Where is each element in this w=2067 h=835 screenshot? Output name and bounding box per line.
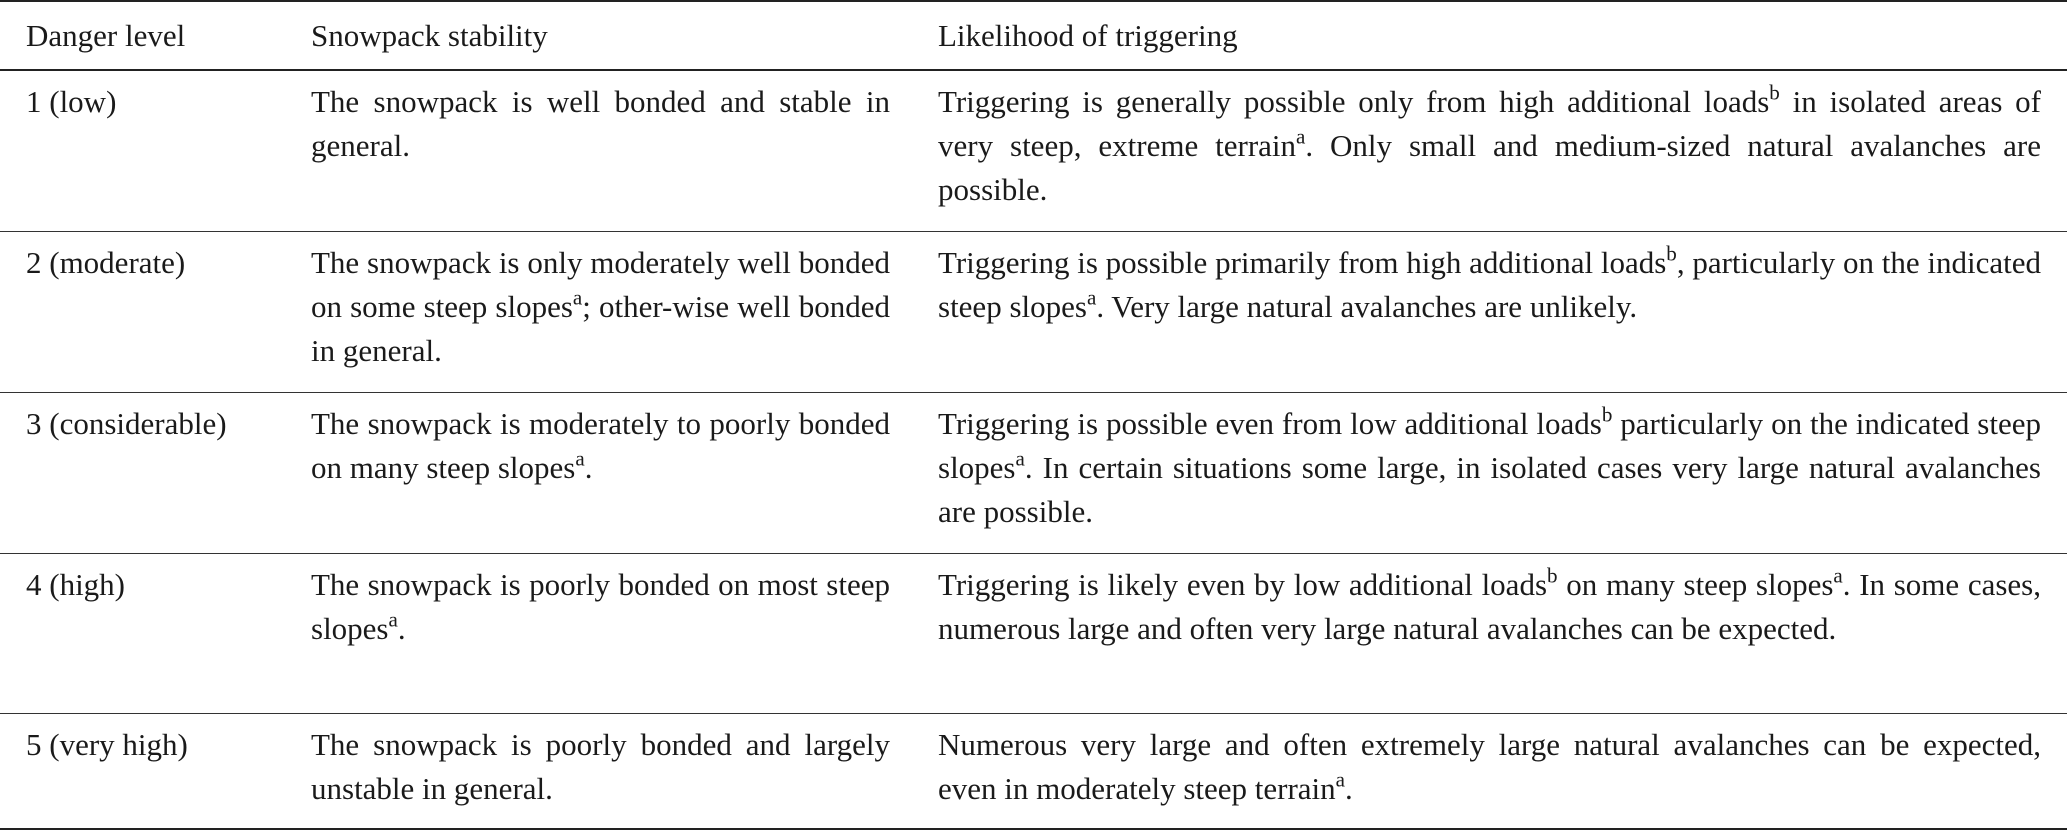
- danger-level-cell: 3 (considerable): [0, 392, 285, 553]
- footnote-marker: b: [1666, 240, 1677, 265]
- footnote-marker: a: [575, 445, 585, 470]
- cell-text: ; other-wise well bonded in general.: [311, 288, 890, 368]
- snowpack-stability-cell: [285, 553, 912, 713]
- cell-text: Triggering is generally possible only from high additional loads: [938, 84, 1770, 119]
- table-row: [0, 553, 2067, 713]
- header-snowpack-stability: Snowpack stability: [285, 1, 912, 70]
- cell-text: . Very large natural avalanches are unlikely.: [1096, 288, 1638, 324]
- cell-text: .: [1345, 770, 1353, 806]
- danger-level-cell: 1 (low): [0, 70, 285, 231]
- table-row: [0, 231, 2067, 392]
- danger-level-cell: 5 (very high): [0, 713, 285, 829]
- cell-text: . Only small and medium-sized natural avalanches are possible.: [938, 128, 2041, 207]
- footnote-marker: a: [1296, 124, 1306, 149]
- cell-text: The snowpack is moderately to poorly bonded on many steep slopes: [311, 405, 890, 485]
- cell-text: The snowpack is poorly bonded on most steep slopes: [311, 566, 890, 646]
- danger-level-cell: 2 (moderate): [0, 231, 285, 392]
- cell-text: , particularly on the indicated steep slopes: [938, 244, 2041, 324]
- table-row: [0, 713, 2067, 829]
- cell-text: .: [584, 449, 593, 485]
- cell-text: Numerous very large and often extremely large natural avalanches can be expected, even in moderately steep terrain: [938, 726, 2041, 806]
- footnote-marker: a: [1086, 284, 1097, 309]
- footnote-marker: b: [1601, 401, 1613, 426]
- likelihood-cell: [912, 70, 2067, 231]
- likelihood-cell: [912, 231, 2067, 392]
- table-row: [0, 70, 2067, 231]
- cell-text: The snowpack is well bonded and stable in general.: [311, 84, 890, 163]
- likelihood-cell: [912, 392, 2067, 553]
- footnote-marker: a: [1335, 766, 1346, 791]
- table-body: [0, 70, 2067, 829]
- header-likelihood-of-triggering: Likelihood of triggering: [912, 1, 2067, 70]
- cell-text: Triggering is likely even by low additional loads: [938, 566, 1548, 602]
- header-row: [0, 1, 2067, 70]
- cell-text: Triggering is possible even from low additional loads: [938, 405, 1602, 441]
- snowpack-stability-cell: [285, 70, 912, 231]
- cell-text: particularly on the indicated steep slopes: [938, 405, 2042, 485]
- cell-text: The snowpack is poorly bonded and largely unstable in general.: [311, 726, 890, 806]
- cell-text: . In some cases, numerous large and often very large natural avalanches can be expected.: [938, 566, 2041, 646]
- snowpack-stability-cell: [285, 231, 912, 392]
- header-danger-level: Danger level: [0, 1, 285, 70]
- table-row: [0, 392, 2067, 553]
- cell-text: on many steep slopes: [1557, 566, 1834, 602]
- snowpack-stability-cell: [285, 392, 912, 553]
- footnote-marker: a: [1015, 445, 1025, 470]
- snowpack-stability-cell: [285, 713, 912, 829]
- cell-text: Triggering is possible primarily from high additional loads: [938, 244, 1667, 280]
- footnote-marker: a: [572, 284, 583, 309]
- footnote-marker: a: [388, 606, 398, 631]
- footnote-marker: b: [1547, 562, 1558, 587]
- cell-text: . In certain situations some large, in isolated cases very large natural avalanches are possible.: [938, 449, 2041, 529]
- cell-text: .: [397, 610, 406, 646]
- likelihood-cell: [912, 713, 2067, 829]
- cell-text: in isolated areas of very steep, extreme terrain: [938, 84, 2041, 163]
- footnote-marker: a: [1833, 562, 1843, 587]
- cell-text: The snowpack is only moderately well bonded on some steep slopes: [311, 244, 890, 324]
- footnote-marker: b: [1769, 80, 1780, 105]
- table-header: [0, 1, 2067, 70]
- danger-level-cell: 4 (high): [0, 553, 285, 713]
- likelihood-cell: [912, 553, 2067, 713]
